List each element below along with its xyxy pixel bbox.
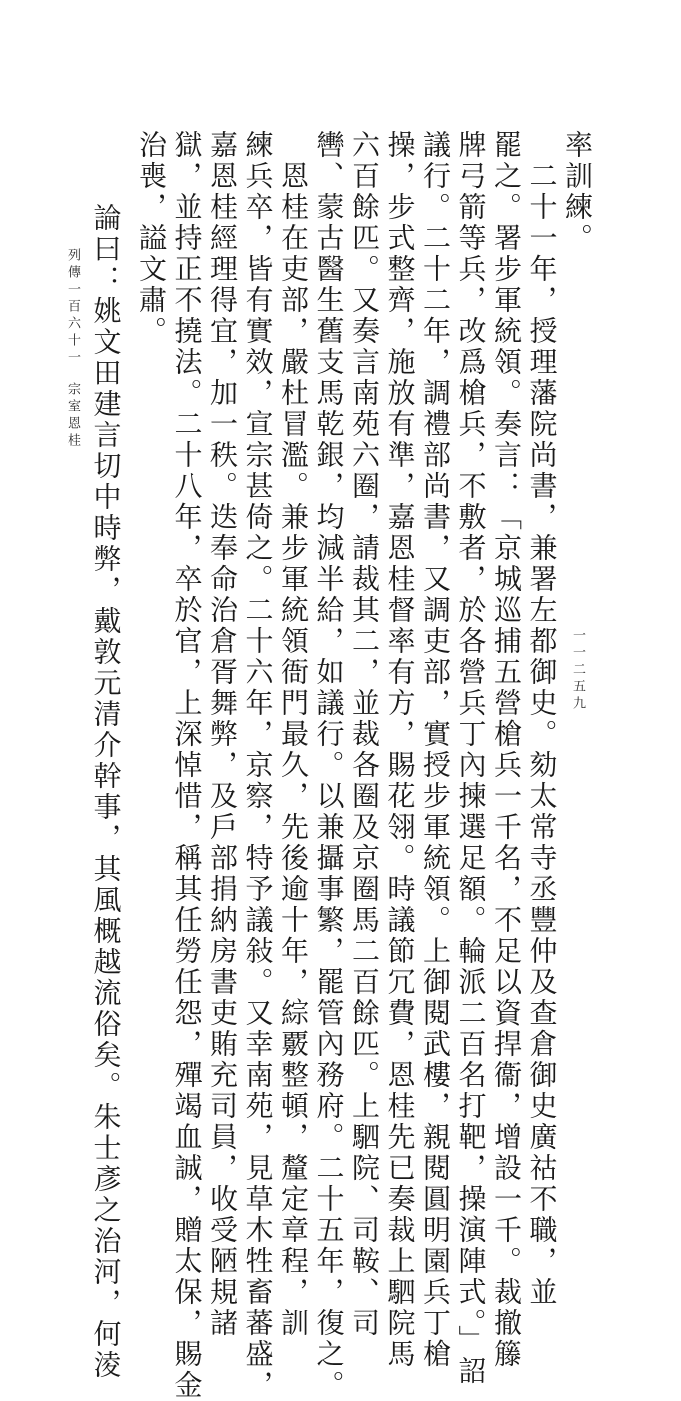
footer-chapter: 列傳一百六十一 (65, 248, 80, 367)
text-column: 獄，並持正不撓法。二十八年，卒於官，上深悼惜，稱其任勞任怨，殫竭血誠，贈太保，賜金 (170, 130, 204, 1401)
text-column: 牌弓箭等兵，改爲槍兵，不敷者，於各營兵丁內揀選足額。輪派二百名打靶，操演陣式。」詔 (454, 130, 488, 1387)
text-column: 嘉恩桂經理得宜，加一秩。迭奉命治倉胥舞弊，及戶部捐納房書吏賄充司員，收受陋規諸 (206, 130, 239, 1339)
text-column: 罷之。署步軍統領。奏言：「京城巡捕五營槍兵一千名，不足以資捍衞，增設一千。裁撤籐 (490, 130, 523, 1370)
footer-page-number: 一一二五九 (570, 628, 585, 713)
text-column: 二十一年，授理藩院尚書，兼署左都御史。劾太常寺丞豐仲及查倉御史廣祜不職，並 (525, 130, 559, 1308)
text-column: 治喪，謚文肅。 (135, 130, 168, 347)
text-column: 論曰：姚文田建言切中時弊，戴敦元清介幹事，其風概越流俗矣。朱士彥之治河，何淩 (89, 172, 123, 1381)
text-column: 轡、蒙古醫生舊支馬乾銀，均減半給，如議行。以兼攝事繁，罷管內務府。二十五年，復之。 (312, 130, 346, 1401)
text-column: 議行。二十二年，調禮部尚書，又調吏部，實授步軍統領。上御閱武樓，親閱圓明園兵丁槍 (419, 130, 452, 1370)
text-column: 練兵卒，皆有實效，宣宗甚倚之。二十六年，京察，特予議敍。又幸南苑，見草木牲畜蕃盛， (241, 130, 275, 1401)
text-column: 恩桂在吏部，嚴杜冒濫。兼步軍統領衙門最久，先後逾十年，綜覈整頓，釐定章程，訓 (277, 130, 310, 1339)
footer-section: 宗室恩桂 (65, 382, 80, 450)
text-column: 操，步式整齊，施放有準，嘉恩桂督率有方，賜花翎。時議節冗費，恩桂先已奏裁上駟院馬 (383, 130, 417, 1370)
text-column: 六百餘匹。又奏言南苑六圈，請裁其二，並裁各圈及京圈馬二百餘匹。上駟院、司鞍、司 (348, 130, 381, 1339)
text-column: 率訓練。 (561, 130, 594, 254)
